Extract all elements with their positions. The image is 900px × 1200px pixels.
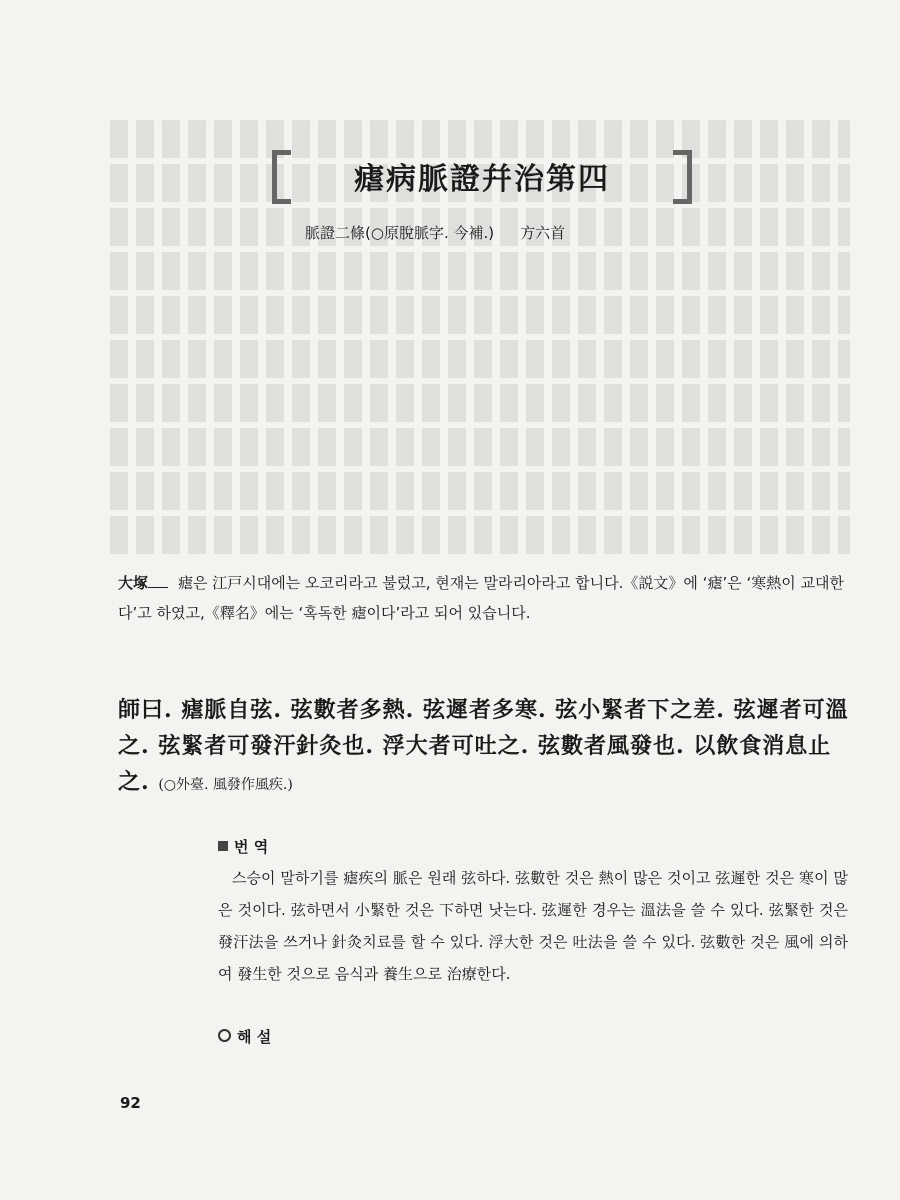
classical-text-main: 師曰. 瘧脈自弦. 弦數者多熱. 弦遲者多寒. 弦小緊者下之差. 弦遲者可溫之. 弦緊者可發汗針灸也. 浮大者可吐之. 弦數者風發也. 以飲食消息止之. — [118, 697, 849, 795]
chapter-title: 瘧病脈證幷治第四 — [354, 162, 610, 197]
subtitle-formulas: 方六首 — [520, 224, 566, 242]
explanation-heading — [218, 1026, 271, 1047]
commentary-label: 大塚 — [118, 574, 149, 592]
chapter-title-block — [272, 150, 692, 200]
translation-text: 스승이 말하기를 瘧疾의 脈은 원래 弦하다. 弦數한 것은 熱이 많은 것이고 弦遲한 것은 寒이 많은 것이다. 弦하면서 小緊한 것은 下하면 낫는다. 弦遲한 경우는 溫法을 쓸 수 있다. 弦緊한 것은 發汗法을 쓰거나 針灸치료를 할 수 있다. 浮大한 것은 吐法을 쓸 수 있다. 弦數한 것은 風에 의하여 發生한 것으로 음식과 養生으로 治療한다. — [218, 869, 848, 983]
commentary-note — [118, 568, 846, 628]
translation-heading-label: 번 역 — [234, 838, 269, 856]
translation-heading — [218, 836, 268, 857]
classical-text-note: (○外臺. 風發作風疾.) — [158, 777, 293, 793]
commentary-underline — [148, 587, 168, 588]
subtitle-main: 脈證二條(○原脫脈字. 今補.) — [305, 224, 495, 242]
square-bullet-icon — [218, 841, 228, 851]
explanation-heading-label: 해 설 — [237, 1028, 272, 1046]
commentary-text: 瘧은 江戸시대에는 오코리라고 불렀고, 현재는 말라리아라고 합니다.《説文》에 ‘瘧’은 ‘寒熱이 교대한다’고 하였고,《釋名》에는 ‘혹독한 瘧이다’라고 되어 있습니다. — [118, 574, 844, 622]
page-number: 92 — [120, 1094, 141, 1112]
right-bracket-icon — [673, 150, 692, 204]
chapter-subtitle — [305, 222, 565, 243]
classical-text — [118, 692, 858, 803]
circle-bullet-icon — [218, 1029, 231, 1042]
